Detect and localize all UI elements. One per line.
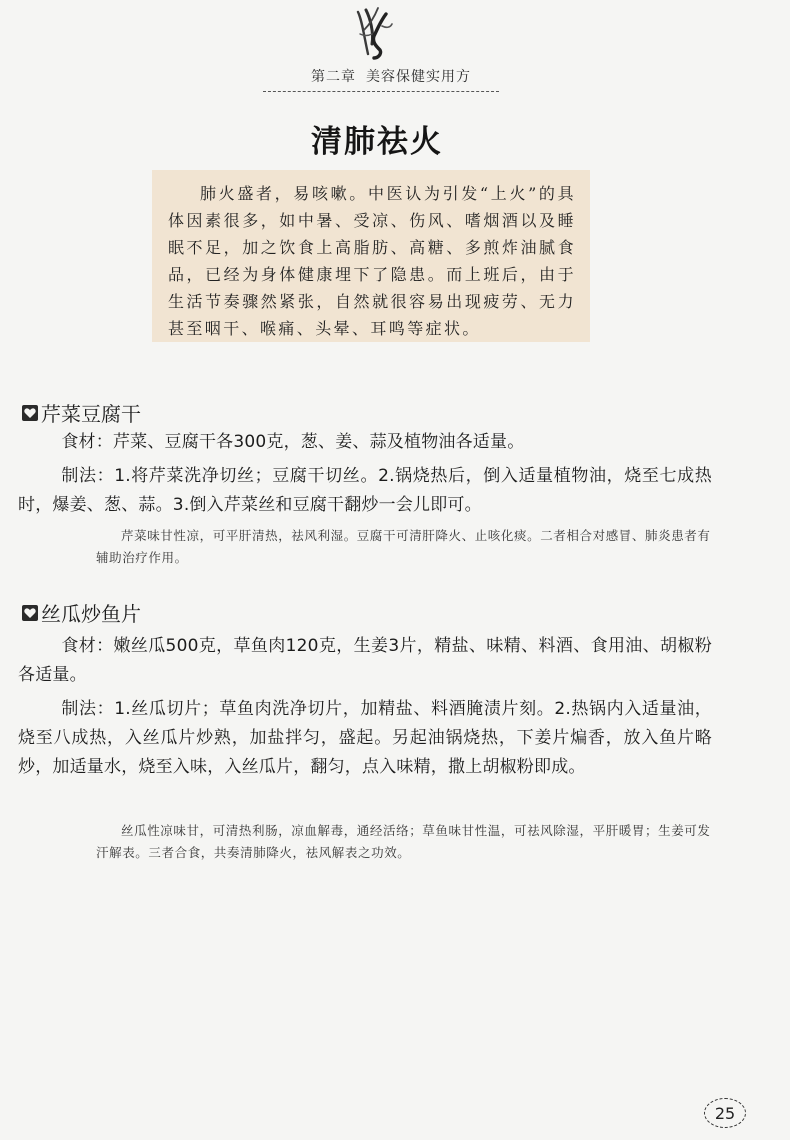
chapter-number: 第二章 [311, 69, 356, 85]
recipe-method-2: 制法：1.丝瓜切片；草鱼肉洗净切片，加精盐、料酒腌渍片刻。2.热锅内入适量油，烧至八成热，入丝瓜片炒熟，加盐拌匀，盛起。另起油锅烧热，下姜片煸香，放入鱼片略炒，加适量水，烧至入味，入丝瓜片，翻匀，点入味精，撒上胡椒粉即成。 [18, 699, 712, 777]
recipe-ingredients-1: 食材：芹菜、豆腐干各300克，葱、姜、蒜及植物油各适量。 [61, 432, 525, 452]
recipe-ingredients-2: 食材：嫩丝瓜500克，草鱼肉120克，生姜3片，精盐、味精、料酒、食用油、胡椒粉各适量。 [18, 636, 712, 685]
recipe-heading-1 [22, 398, 141, 427]
chapter-header [276, 66, 506, 86]
chapter-title: 美容保健实用方 [366, 69, 471, 85]
recipe-name-1: 芹菜豆腐干 [41, 402, 141, 426]
page-title: 清肺祛火 [311, 124, 443, 160]
recipe-note-1: 芹菜味甘性凉，可平肝清热，祛风利湿。豆腐干可清肝降火、止咳化痰。二者相合对感冒、肺炎患者有辅助治疗作用。 [96, 528, 711, 565]
recipe-note-2: 丝瓜性凉味甘，可清热利肠，凉血解毒，通经活络；草鱼味甘性温，可祛风除湿，平肝暖胃；生姜可发汗解表。三者合食，共奏清肺降火，祛风解表之功效。 [96, 823, 711, 860]
header-divider [263, 91, 499, 92]
heart-box-icon [22, 605, 38, 621]
recipe-method-1: 制法：1.将芹菜洗净切丝；豆腐干切丝。2.锅烧热后，倒入适量植物油，烧至七成热时，爆姜、葱、蒜。3.倒入芹菜丝和豆腐干翻炒一会儿即可。 [18, 466, 712, 515]
intro-box: 肺火盛者，易咳嗽。中医认为引发“上火”的具体因素很多，如中暑、受凉、伤风、嗜烟酒以及睡眠不足，加之饮食上高脂肪、高糖、多煎炸油腻食品，已经为身体健康埋下了隐患。而上班后，由于生活节奏骤然紧张，自然就很容易出现疲劳、无力甚至咽干、喉痛、头晕、耳鸣等症状。 [152, 170, 590, 342]
calligraphy-logo-icon [352, 6, 394, 60]
heart-box-icon [22, 405, 38, 421]
recipe-heading-2 [22, 598, 141, 627]
recipe-name-2: 丝瓜炒鱼片 [41, 602, 141, 626]
page-number: 25 [704, 1098, 746, 1128]
